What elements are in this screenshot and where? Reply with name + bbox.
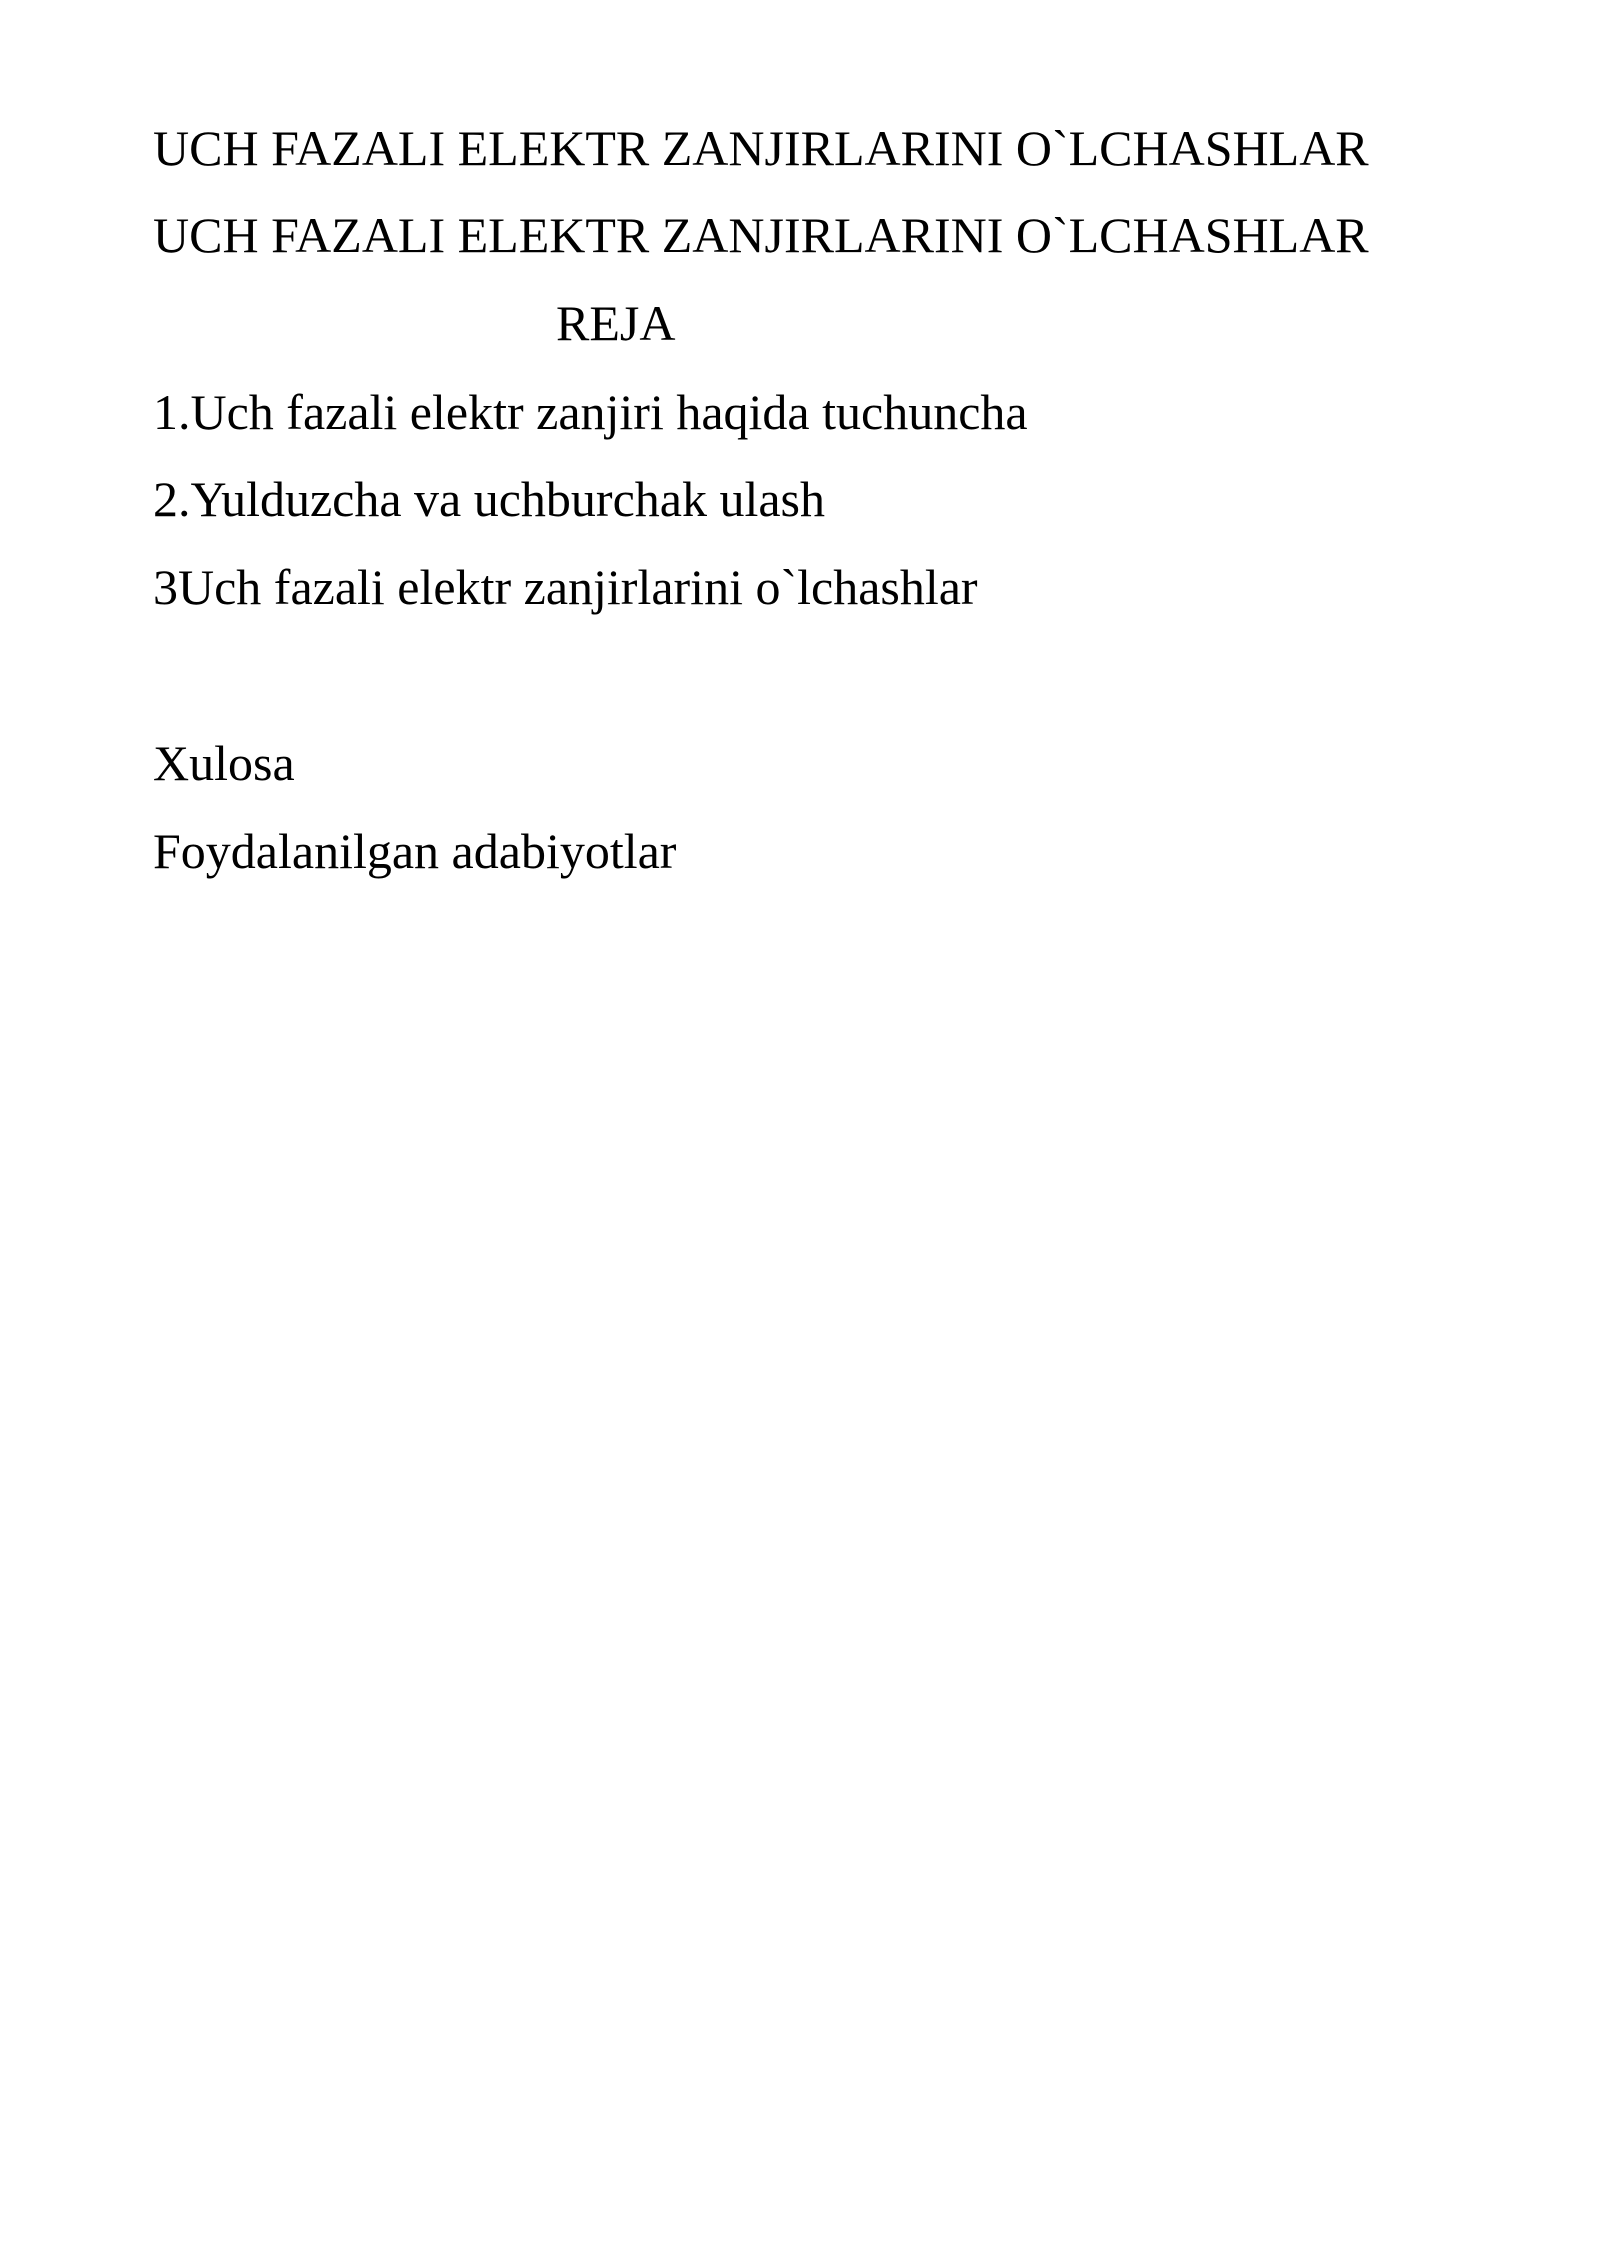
plan-heading: REJA <box>556 295 676 351</box>
plan-item-3: 3Uch fazali elektr zanjirlarini o`lchashlar <box>153 559 978 615</box>
conclusion-label: Xulosa <box>153 735 295 791</box>
document-title-repeat: UCH FAZALI ELEKTR ZANJIRLARINI O`LCHASHLAR <box>153 207 1369 263</box>
plan-item-2: 2.Yulduzcha va uchburchak ulash <box>153 471 825 527</box>
document-title: UCH FAZALI ELEKTR ZANJIRLARINI O`LCHASHLAR <box>153 120 1369 176</box>
plan-item-1: 1.Uch fazali elektr zanjiri haqida tuchuncha <box>153 384 1028 440</box>
references-label: Foydalanilgan adabiyotlar <box>153 823 677 879</box>
